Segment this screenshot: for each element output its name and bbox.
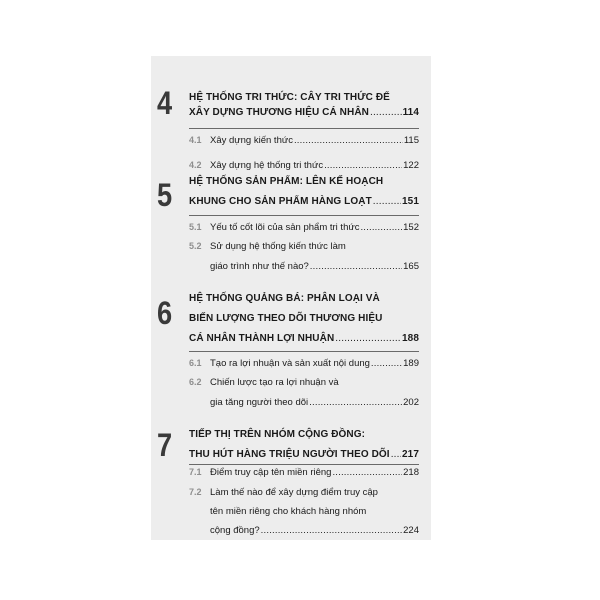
chapter-number: 7 xyxy=(157,427,173,463)
section-number: 4.1 xyxy=(189,135,202,145)
leader-dots xyxy=(324,158,402,173)
section-title: Làm thế nào để xây dựng điểm truy cập xyxy=(210,487,378,498)
chapter-title-line: THU HÚT HÀNG TRIỆU NGƯỜI THEO DÕI xyxy=(189,449,390,460)
chapter-page-number: 114 xyxy=(402,107,419,118)
divider xyxy=(189,351,419,352)
section-number: 6.1 xyxy=(189,358,202,368)
chapter-title xyxy=(189,291,419,346)
divider xyxy=(189,128,419,129)
leader-dots xyxy=(309,395,402,410)
section-title: Tạo ra lợi nhuận và sản xuất nội dung xyxy=(210,358,370,369)
chapter-title xyxy=(189,174,419,209)
section-title: Chiến lược tạo ra lợi nhuận và xyxy=(210,377,339,388)
section-page-number: 202 xyxy=(403,397,419,408)
section-number: 5.1 xyxy=(189,222,202,232)
chapter-title-line: HỆ THỐNG SẢN PHẨM: LÊN KẾ HOẠCH xyxy=(189,176,384,187)
leader-dots xyxy=(294,133,403,148)
section-title: cộng đồng? xyxy=(210,525,260,536)
section-page-number: 224 xyxy=(403,525,419,536)
section-page-number: 115 xyxy=(403,135,419,146)
leader-dots xyxy=(373,194,401,209)
chapter-title-line: XÂY DỰNG THƯƠNG HIỆU CÁ NHÂN xyxy=(189,107,369,118)
section-title: gia tăng người theo dõi xyxy=(210,397,309,408)
chapter-title-line: CÁ NHÂN THÀNH LỢI NHUẬN xyxy=(189,333,335,344)
chapter-page-number: 188 xyxy=(402,333,419,344)
section-number: 7.2 xyxy=(189,487,202,497)
leader-dots xyxy=(261,523,402,538)
section-page-number: 122 xyxy=(403,160,419,171)
section-page-number: 152 xyxy=(403,222,419,233)
section-title: Điểm truy cập tên miền riêng xyxy=(210,467,332,478)
chapter-title-line: HỆ THỐNG QUẢNG BÁ: PHÂN LOẠI VÀ xyxy=(189,293,380,304)
section-page-number: 165 xyxy=(403,261,419,272)
chapter-title-line: KHUNG CHO SẢN PHẨM HÀNG LOẠT xyxy=(189,196,372,207)
section-page-number: 218 xyxy=(403,467,419,478)
chapter-title xyxy=(189,427,419,462)
section-number: 6.2 xyxy=(189,377,202,387)
chapter-number: 4 xyxy=(157,85,173,121)
leader-dots xyxy=(310,259,402,274)
section-title: giáo trình như thế nào? xyxy=(210,261,309,272)
leader-dots xyxy=(332,465,402,480)
chapter-title-line: BIẾN LƯỢNG THEO DÕI THƯƠNG HIỆU xyxy=(189,313,383,324)
leader-dots xyxy=(371,356,402,371)
section-number: 5.2 xyxy=(189,241,202,251)
section-title: Yếu tố cốt lõi của sản phẩm tri thức xyxy=(210,222,360,233)
leader-dots xyxy=(370,105,402,120)
toc-page xyxy=(151,56,431,540)
chapter-page-number: 151 xyxy=(402,196,419,207)
leader-dots xyxy=(360,220,402,235)
section-title: tên miền riêng cho khách hàng nhóm xyxy=(210,506,367,517)
section-title: Sử dụng hệ thống kiến thức làm xyxy=(210,241,346,252)
section-title: Xây dựng kiến thức xyxy=(210,135,293,146)
chapter-number: 5 xyxy=(157,177,173,213)
section-number: 7.1 xyxy=(189,467,202,477)
leader-dots xyxy=(335,331,401,346)
divider xyxy=(189,215,419,216)
section-title: Xây dựng hệ thống tri thức xyxy=(210,160,324,171)
chapter-page-number: 217 xyxy=(402,449,419,460)
chapter-number: 6 xyxy=(157,295,173,331)
section-page-number: 189 xyxy=(403,358,419,369)
chapter-title xyxy=(189,90,419,120)
section-number: 4.2 xyxy=(189,160,202,170)
leader-dots xyxy=(391,447,401,462)
chapter-title-line: TIẾP THỊ TRÊN NHÓM CỘNG ĐỒNG: xyxy=(189,429,366,440)
chapter-title-line: HỆ THỐNG TRI THỨC: CÂY TRI THỨC ĐỂ xyxy=(189,92,390,103)
